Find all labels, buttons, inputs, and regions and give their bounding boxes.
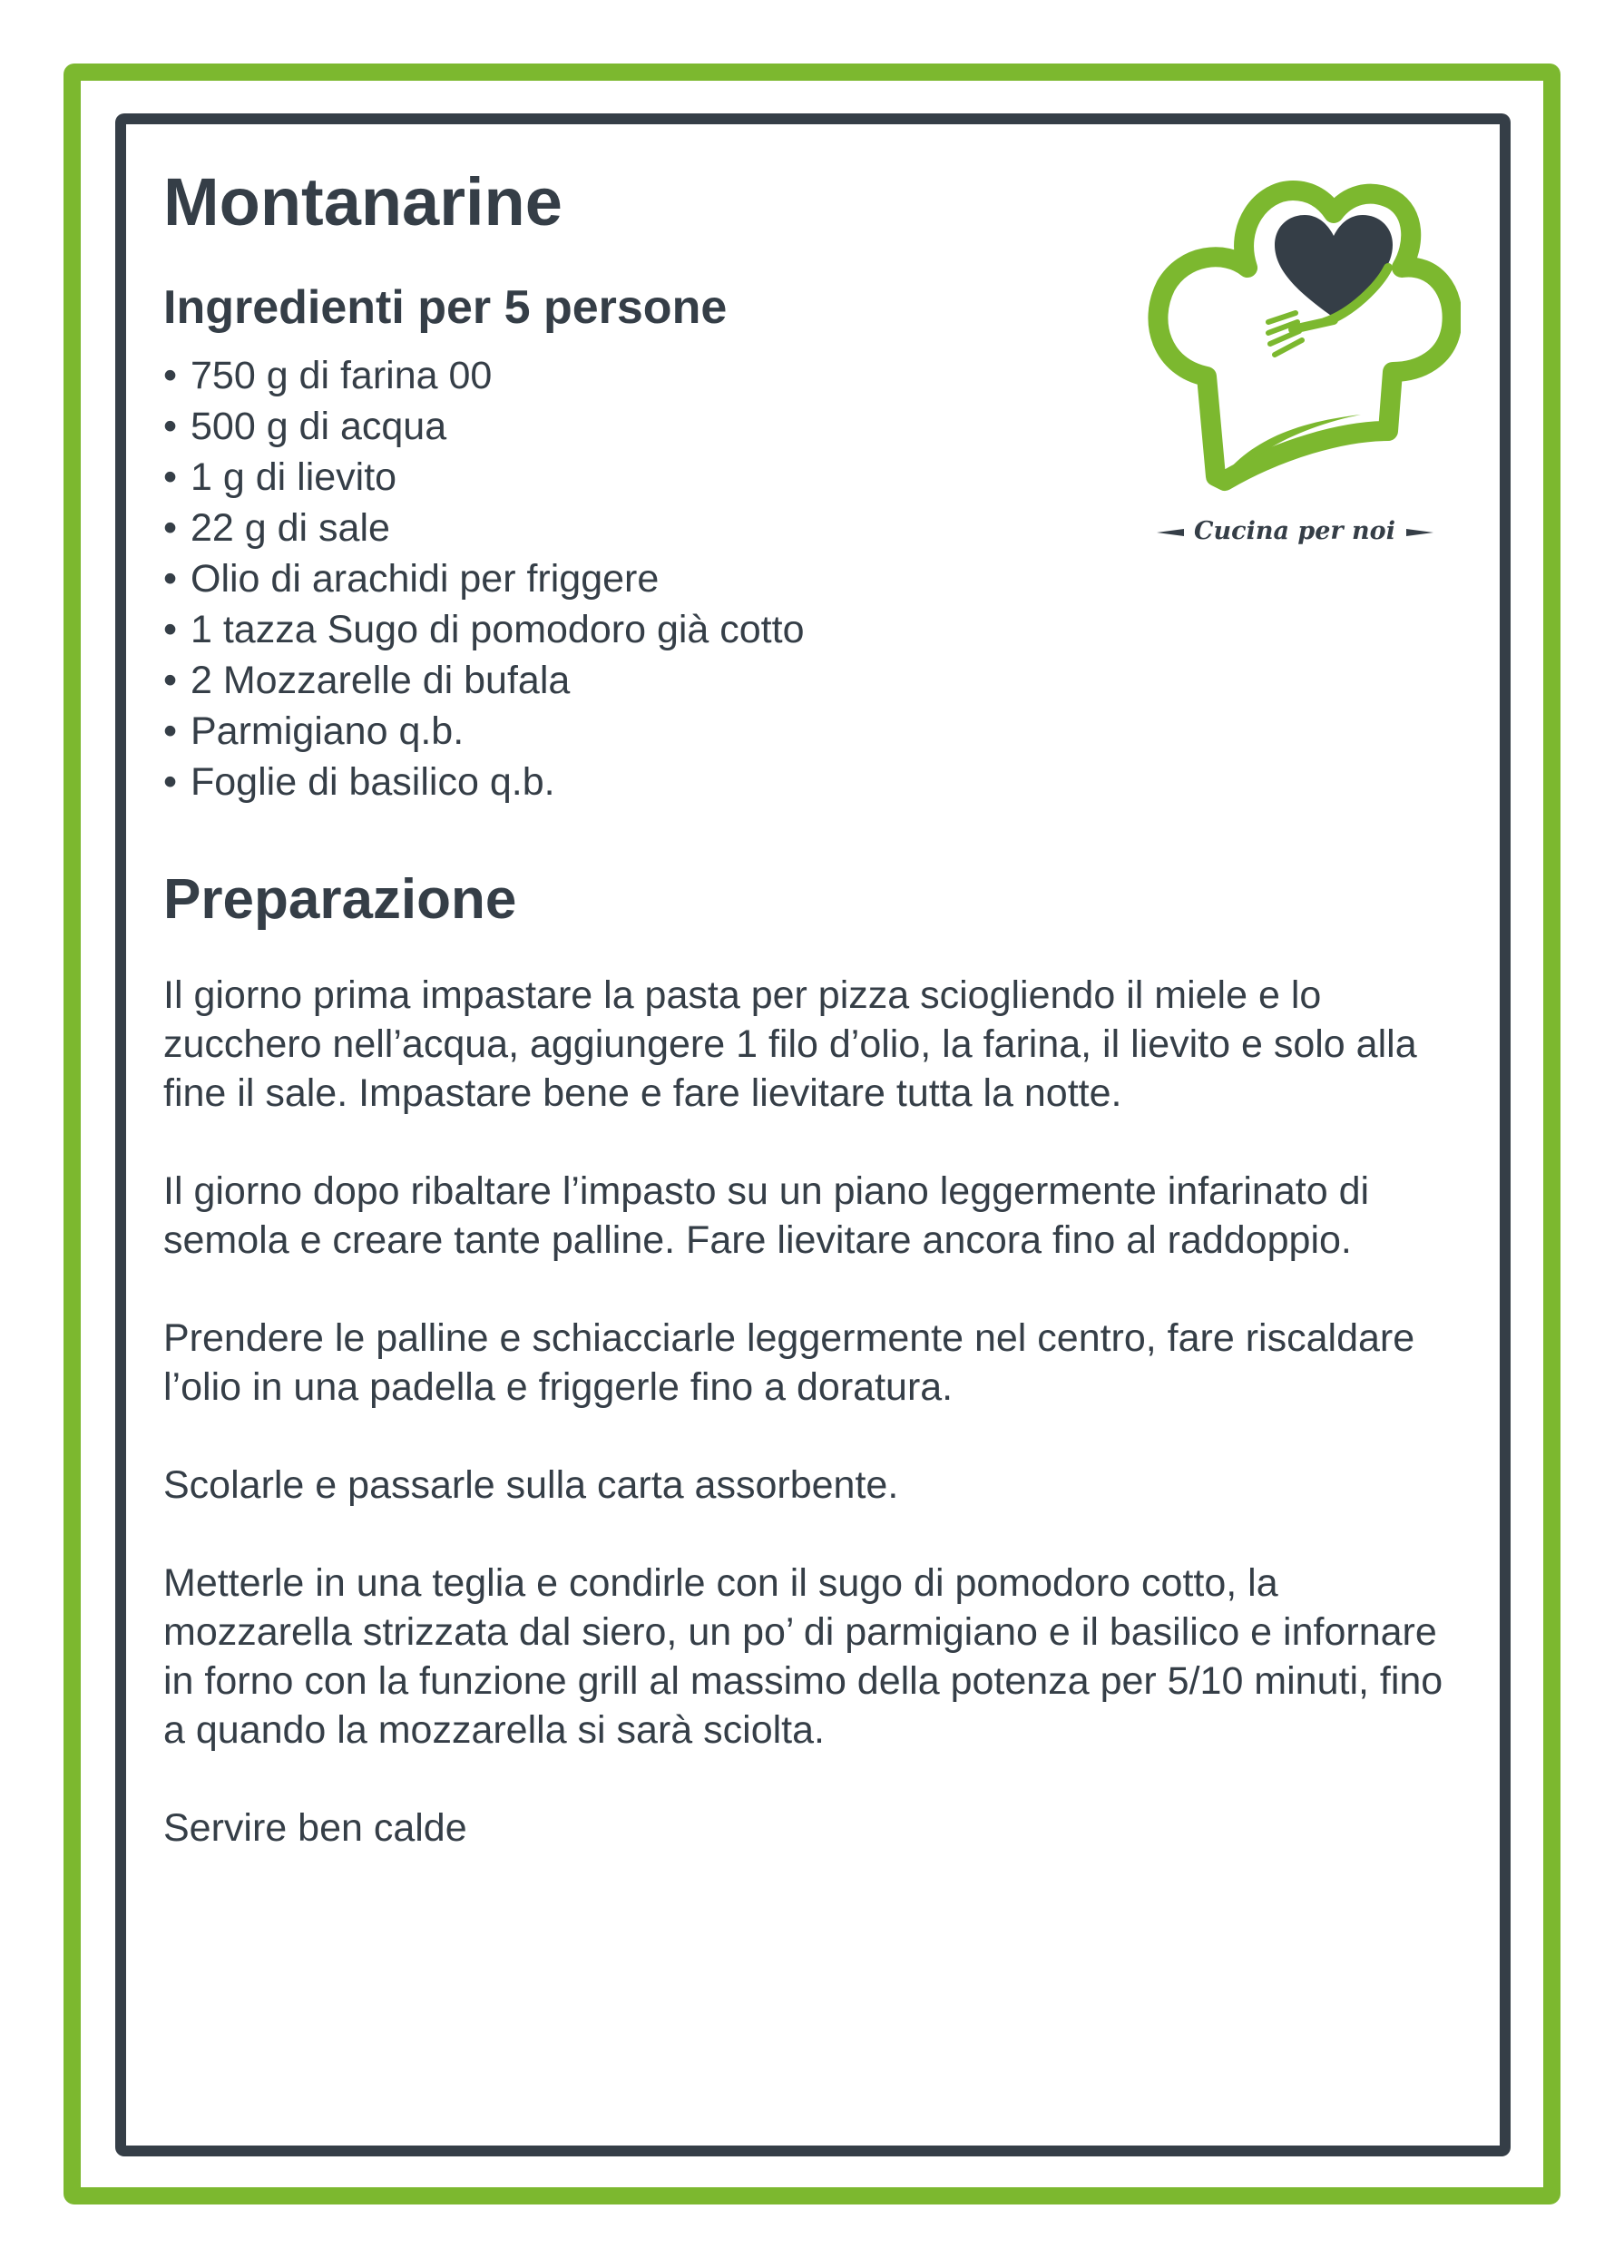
preparation-paragraph: Prendere le palline e schiacciarle leggermente nel centro, fare riscaldare l’olio in una padella e friggerle fino a doratura. [163, 1316, 1415, 1409]
preparation-paragraph: Scolarle e passarle sulla carta assorbente. [163, 1463, 899, 1507]
ingredient-item [163, 452, 805, 503]
bullet: • [163, 557, 178, 601]
ingredient-text: 2 Mozzarelle di bufala [191, 659, 571, 702]
ingredient-item [163, 503, 805, 553]
preparation-paragraph: Il giorno prima impastare la pasta per pizza sciogliendo il miele e lo zucchero nell’acqua, aggiungere 1 filo d’olio, la farina, il lievito e solo alla fine il sale. Impastare bene e fare lievitare tutta la notte. [163, 973, 1417, 1115]
bullet: • [163, 709, 178, 753]
bullet: • [163, 455, 178, 499]
ingredient-text: Olio di arachidi per friggere [191, 557, 660, 601]
preparation-paragraph: Servire ben calde [163, 1806, 467, 1850]
ingredient-text: 500 g di acqua [191, 405, 447, 448]
ingredient-item [163, 655, 805, 706]
ingredient-item [163, 350, 805, 401]
ingredient-item [163, 604, 805, 655]
logo-text: Cucina per noi [1194, 517, 1395, 545]
ingredients-list [163, 350, 805, 807]
preparation-steps [163, 971, 1470, 1901]
ingredient-text: 750 g di farina 00 [191, 354, 493, 397]
chef-hat-heart-fork-icon [1143, 177, 1461, 549]
ingredient-text: 22 g di sale [191, 506, 390, 550]
preparation-heading: Preparazione [163, 868, 517, 931]
preparation-paragraph: Il giorno dopo ribaltare l’impasto su un piano leggermente infarinato di semola e creare tante palline. Fare lievitare ancora fino al raddoppio. [163, 1169, 1370, 1262]
recipe-title: Montanarine [163, 164, 563, 240]
bullet: • [163, 354, 178, 397]
bullet: • [163, 608, 178, 651]
ingredient-text: Foglie di basilico q.b. [191, 760, 555, 804]
bullet: • [163, 405, 178, 448]
ingredient-item [163, 757, 805, 807]
bullet: • [163, 760, 178, 804]
cucina-per-noi-logo [1143, 177, 1461, 549]
bullet: • [163, 659, 178, 702]
ingredient-item [163, 706, 805, 757]
preparation-paragraph: Metterle in una teglia e condirle con il sugo di pomodoro cotto, la mozzarella strizzata dal siero, un po’ di parmigiano e il basilico e infornare in forno con la funzione grill al massimo della potenza per 5/10 minuti, fino a quando la mozzarella si sarà sciolta. [163, 1561, 1443, 1752]
ingredient-item [163, 553, 805, 604]
ingredients-heading: Ingredienti per 5 persone [163, 281, 728, 334]
ingredient-text: 1 tazza Sugo di pomodoro già cotto [191, 608, 805, 651]
bullet: • [163, 506, 178, 550]
ingredient-text: 1 g di lievito [191, 455, 397, 499]
ingredient-item [163, 401, 805, 452]
ingredient-text: Parmigiano q.b. [191, 709, 465, 753]
